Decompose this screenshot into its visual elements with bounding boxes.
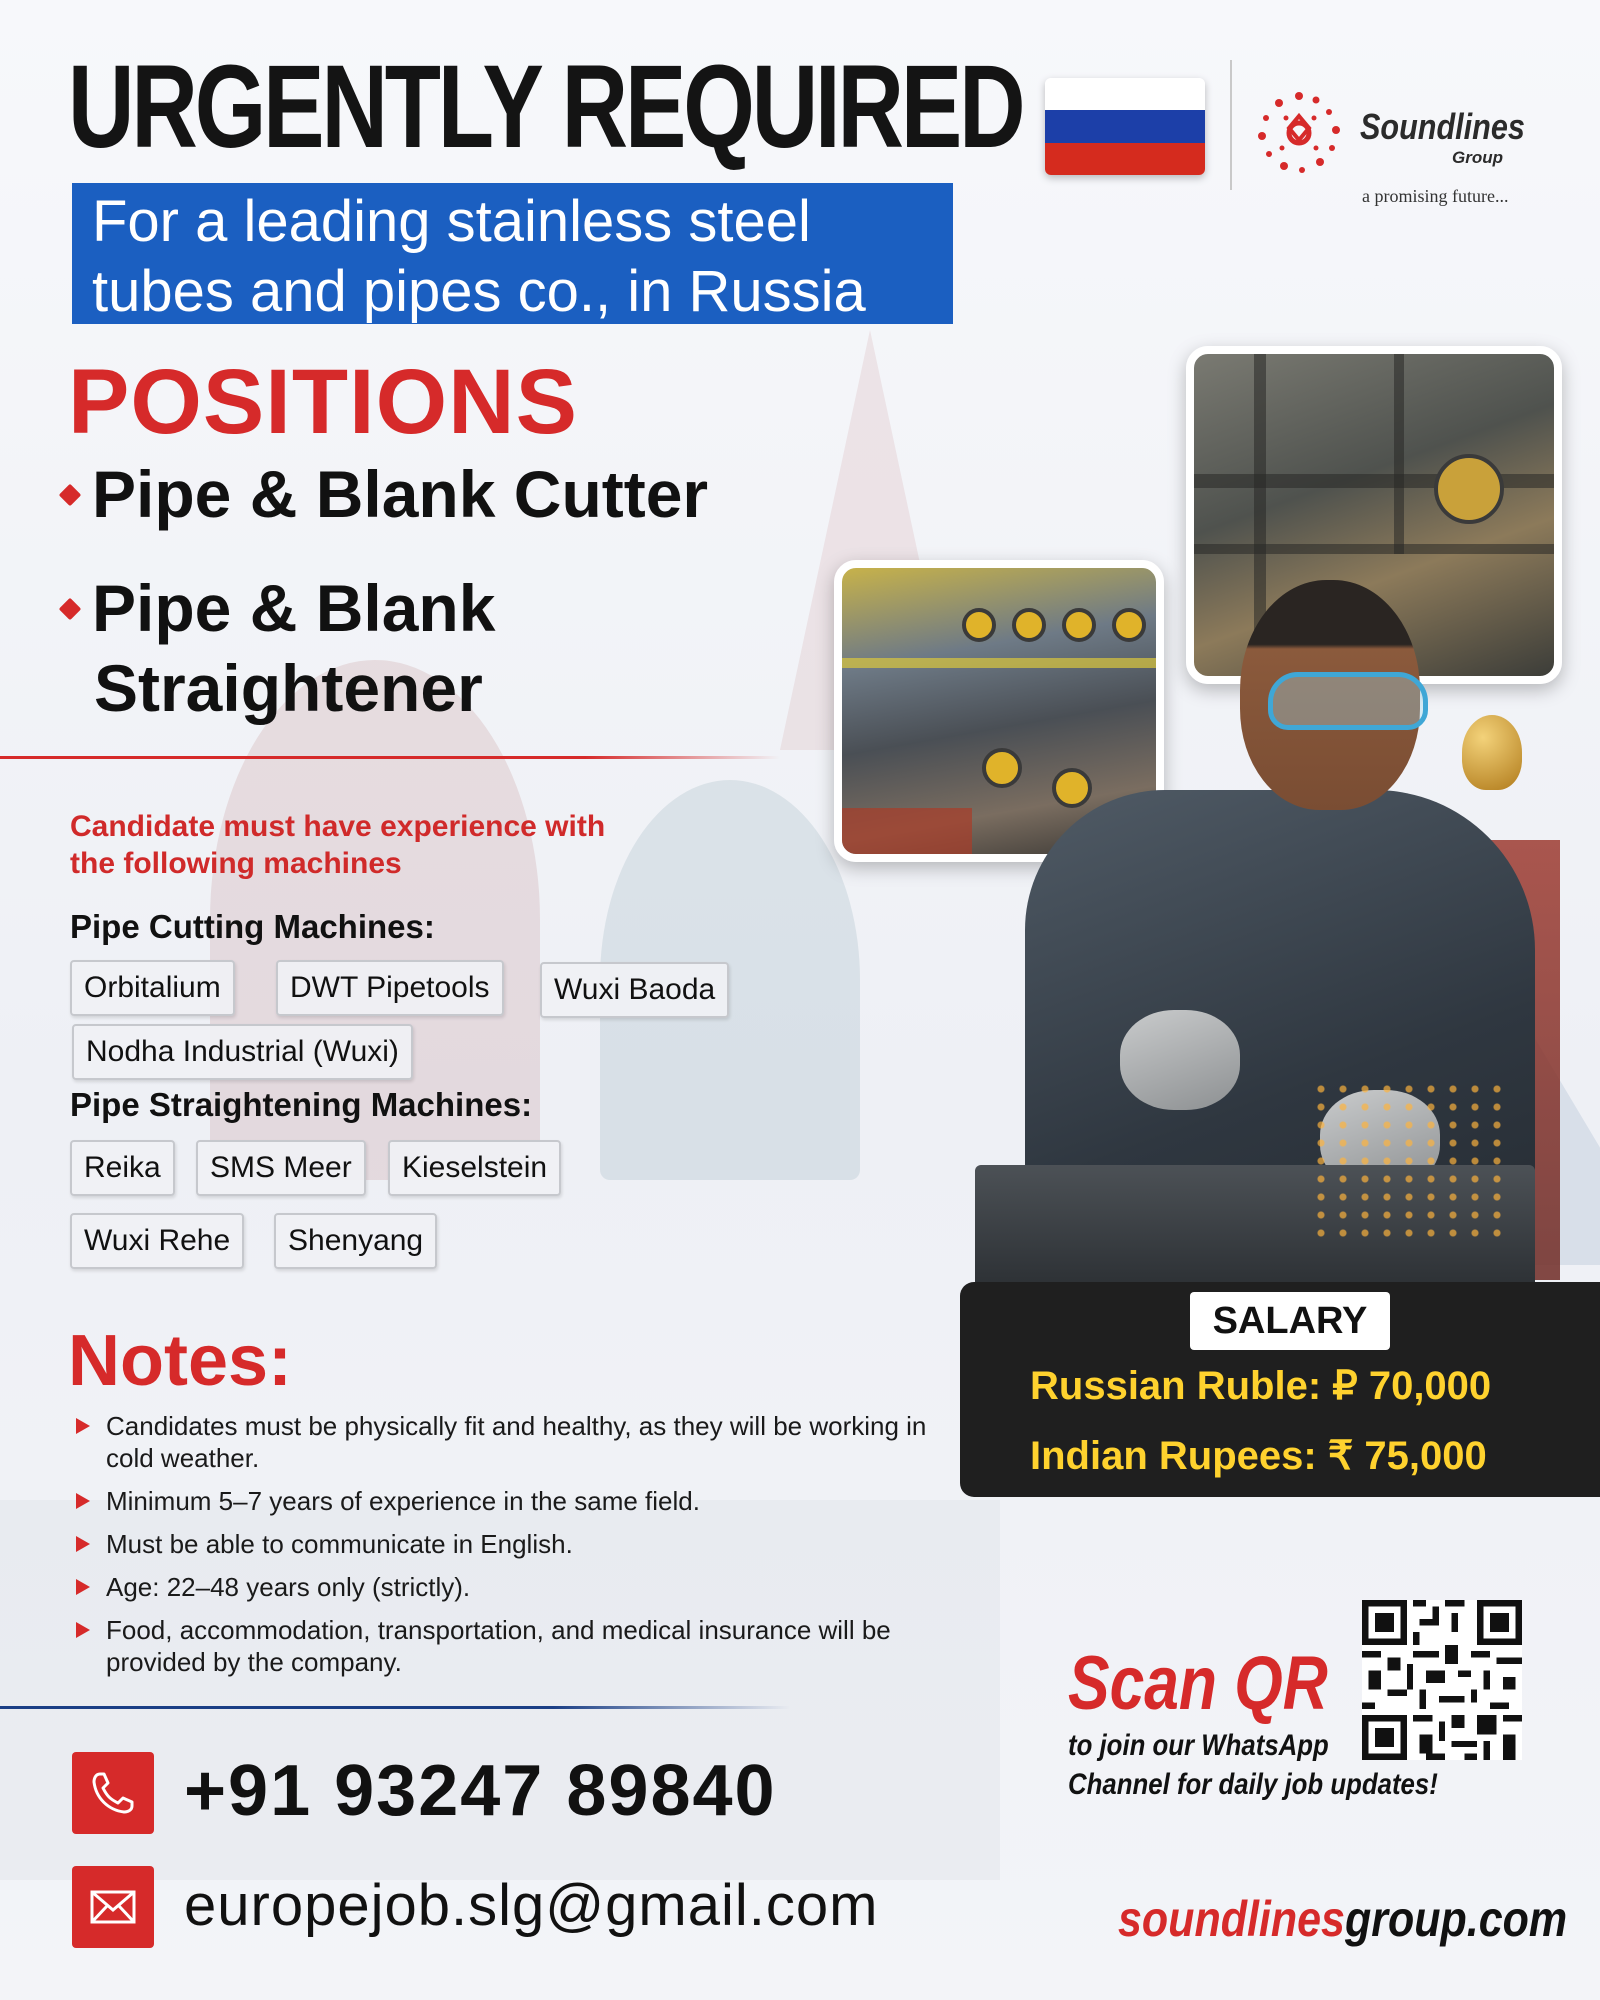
machine-chip: Nodha Industrial (Wuxi)	[72, 1024, 413, 1080]
worker-glove	[1120, 1010, 1240, 1110]
machine-chip: DWT Pipetools	[276, 960, 504, 1016]
triangle-bullet-icon	[76, 1622, 90, 1638]
positions-title: POSITIONS	[68, 351, 578, 453]
note-item: Must be able to communicate in English.	[76, 1528, 936, 1560]
phone-icon	[72, 1752, 154, 1834]
triangle-bullet-icon	[76, 1418, 90, 1434]
note-item: Candidates must be physically fit and healthy, as they will be working in cold weather.	[76, 1410, 936, 1474]
machine-chip: Kieselstein	[388, 1140, 561, 1196]
machine-chip: Orbitalium	[70, 960, 235, 1016]
website-link[interactable]: soundlinesgroup.com	[1118, 1891, 1568, 1947]
scan-qr-title: Scan QR	[1068, 1641, 1328, 1726]
straightening-machines-title: Pipe Straightening Machines:	[70, 1086, 533, 1123]
note-item: Food, accommodation, transportation, and medical insurance will be provided by the company.	[76, 1614, 936, 1678]
headline: URGENTLY REQUIRED	[68, 41, 1023, 173]
salary-label: SALARY	[1190, 1292, 1390, 1350]
triangle-bullet-icon	[76, 1493, 90, 1509]
russia-flag-icon	[1045, 78, 1205, 175]
salary-ruble: Russian Ruble: ₽ 70,000	[1030, 1364, 1492, 1408]
machine-chip: SMS Meer	[196, 1140, 366, 1196]
machine-chip: Reika	[70, 1140, 175, 1196]
soundlines-logo-icon	[1254, 88, 1344, 178]
scan-qr-subtitle: to join our WhatsApp Channel for daily job updates!	[1068, 1729, 1438, 1801]
brand-name: Soundlines	[1360, 106, 1525, 147]
notes-title: Notes:	[68, 1321, 293, 1401]
email-address[interactable]: europejob.slg@gmail.com	[184, 1873, 879, 1938]
header-divider	[1230, 60, 1232, 190]
section-divider	[0, 756, 780, 759]
position-item: Pipe & Blank Cutter	[62, 454, 708, 534]
triangle-bullet-icon	[76, 1579, 90, 1595]
position-item: Pipe & Blank Straightener	[62, 568, 495, 728]
bullet-icon	[59, 484, 82, 507]
machine-chip: Shenyang	[274, 1213, 437, 1269]
machine-chip: Wuxi Rehe	[70, 1213, 244, 1269]
subtitle-line: For a leading stainless steel	[92, 189, 811, 254]
triangle-bullet-icon	[76, 1536, 90, 1552]
note-item: Age: 22–48 years only (strictly).	[76, 1571, 936, 1603]
safety-goggles	[1268, 672, 1428, 730]
brand-tagline: a promising future...	[1362, 186, 1509, 206]
salary-rupee: Indian Rupees: ₹ 75,000	[1030, 1434, 1487, 1478]
machine-chip: Wuxi Baoda	[540, 962, 729, 1018]
section-divider	[0, 1706, 790, 1709]
sparks	[1310, 1080, 1510, 1240]
cutting-machines-title: Pipe Cutting Machines:	[70, 908, 435, 945]
bullet-icon	[59, 598, 82, 621]
subtitle-line: tubes and pipes co., in Russia	[92, 259, 866, 324]
envelope-icon	[72, 1866, 154, 1948]
qr-code-icon[interactable]	[1362, 1600, 1522, 1760]
subtitle-banner	[72, 183, 953, 324]
experience-title: Candidate must have experience with the following machines	[70, 810, 606, 880]
phone-number[interactable]: +91 93247 89840	[184, 1751, 777, 1831]
notes-list	[76, 1410, 936, 1689]
brand-group: Group	[1452, 148, 1503, 167]
note-item: Minimum 5–7 years of experience in the same field.	[76, 1485, 936, 1517]
golden-dome	[1462, 715, 1522, 790]
